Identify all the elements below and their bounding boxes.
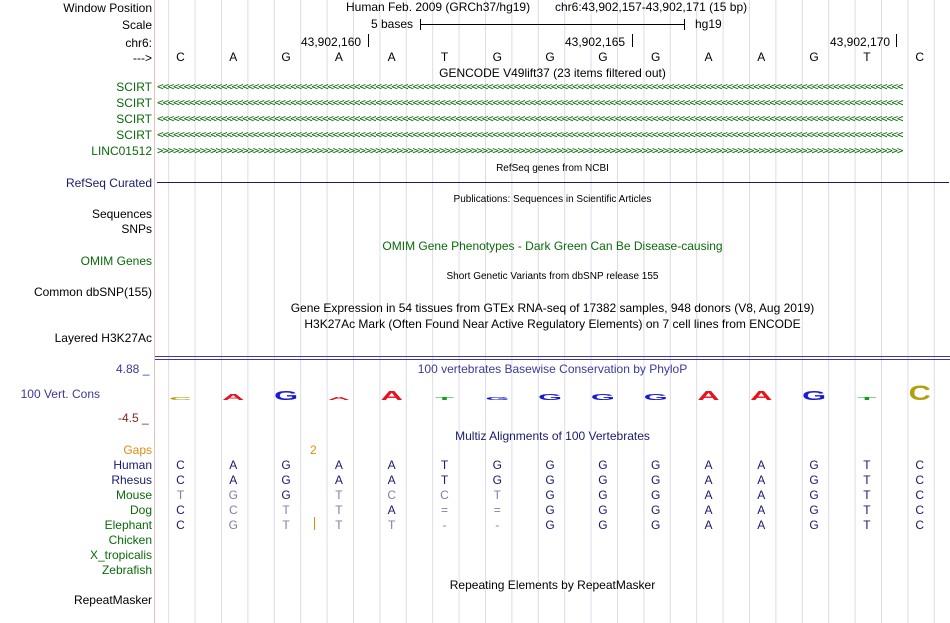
aligned-base: T [335, 488, 343, 502]
species-label[interactable]: Zebrafish [101, 563, 152, 577]
scale-bar [420, 24, 684, 25]
phylop-track-title[interactable]: 100 vertebrates Basewise Conservation by PhyloP [417, 362, 688, 376]
assembly-title: Human Feb. 2009 (GRCh37/hg19) [346, 0, 531, 14]
omim-genes-label[interactable]: OMIM Genes [80, 254, 152, 268]
aligned-base: G [651, 488, 661, 502]
dbsnp-label[interactable]: Common dbSNP(155) [33, 285, 152, 299]
coord-tick-label: 43,902,165 [565, 35, 626, 49]
aligned-base: G [545, 518, 555, 532]
h3k27ac-track-title[interactable]: H3K27Ac Mark (Often Found Near Active Regulatory Elements) on 7 cell lines from ENCODE [304, 317, 801, 331]
logo-letter: A [380, 388, 403, 403]
refseq-curated-label[interactable]: RefSeq Curated [65, 176, 152, 190]
aligned-base: G [492, 458, 502, 472]
scale-bar-right-tick [684, 19, 685, 30]
aligned-base: C [176, 458, 185, 472]
aligned-base: C [228, 503, 238, 517]
species-label[interactable]: Mouse [115, 488, 152, 502]
aligned-base: G [228, 488, 238, 502]
gtex-track-title[interactable]: Gene Expression in 54 tissues from GTEx RNA-seq of 17382 samples, 948 donors (V8, Aug 2019) [290, 301, 815, 315]
phylop-separator [155, 356, 950, 357]
logo-letter: C [169, 396, 192, 401]
dbsnp-track-title[interactable]: Short Genetic Variants from dbSNP release 155 [446, 271, 659, 282]
gaps-label[interactable]: Gaps [123, 443, 152, 457]
snps-label[interactable]: SNPs [121, 222, 152, 236]
aligned-base: G [281, 458, 291, 472]
aligned-base: T [440, 473, 449, 487]
logo-letter: G [643, 392, 668, 402]
refseq-feature-line[interactable] [157, 182, 949, 183]
reference-base: T [440, 50, 449, 64]
aligned-base: G [651, 473, 661, 487]
logo-letter: T [857, 396, 877, 401]
reference-base: A [704, 50, 713, 64]
aligned-base: T [863, 503, 871, 517]
aligned-base: - [442, 518, 447, 532]
logo-letter: A [697, 388, 720, 403]
reference-base: A [757, 50, 766, 64]
aligned-base: C [176, 503, 185, 517]
phylop-separator [155, 359, 950, 360]
coord-tick-label: 43,902,160 [301, 35, 362, 49]
position-readout: chr6:43,902,157-43,902,171 (15 bp) [555, 0, 748, 14]
coord-tick-label: 43,902,170 [830, 35, 891, 49]
aligned-base: T [176, 488, 185, 502]
aligned-base: A [704, 503, 713, 517]
aligned-base: A [757, 518, 766, 532]
aligned-base: A [704, 488, 713, 502]
logo-letter: T [435, 396, 454, 401]
aligned-base: G [809, 458, 819, 472]
aligned-base: C [915, 458, 925, 472]
gene-label-scirt[interactable]: SCIRT [116, 96, 152, 110]
aligned-base: C [387, 488, 397, 502]
logo-letter: C [908, 380, 931, 405]
aligned-base: T [335, 503, 343, 517]
logo-letter: G [538, 392, 563, 402]
phylop-track-label[interactable]: 100 Vert. Cons [20, 387, 100, 401]
aligned-base: A [229, 473, 238, 487]
aligned-base: A [704, 473, 713, 487]
reference-base: C [176, 50, 185, 64]
scale-bar-left-tick [420, 19, 421, 30]
reference-base: G [651, 50, 661, 64]
reference-base: A [334, 50, 343, 64]
omim-track-title[interactable]: OMIM Gene Phenotypes - Dark Green Can Be Disease-causing [382, 239, 723, 253]
aligned-base: G [809, 503, 819, 517]
aligned-base: G [228, 518, 238, 532]
aligned-base: G [545, 503, 555, 517]
aligned-base: G [651, 458, 661, 472]
aligned-base: A [757, 488, 766, 502]
logo-letter: A [750, 388, 773, 403]
aligned-base: G [809, 488, 819, 502]
aligned-base: C [440, 488, 449, 502]
gene-feature-scirt[interactable]: <<<<<<<<<<<<<<<<<<<<<<<<<<<<<<<<<<<<<<<<<<<<<<<<<<<<<<<<<<<<<<<<<<<<<<<<<<<<<<<<<<<<<<<<<<<<<<<<<<<<<<<<<<<<<<<<<<<<<<<<<<<<<<<<<<<<<<<<<<<< [157, 128, 903, 141]
coord-tick [632, 34, 633, 47]
publications-track-title[interactable]: Publications: Sequences in Scientific Articles [453, 194, 652, 205]
reference-base: T [863, 50, 871, 64]
aligned-base: A [757, 473, 766, 487]
aligned-base: T [282, 503, 290, 517]
scale-bar-text: 5 bases [371, 17, 414, 31]
gene-label-scirt[interactable]: SCIRT [116, 80, 152, 94]
phylop-max-label: 4.88 _ [116, 362, 150, 376]
aligned-base: G [598, 503, 608, 517]
gene-feature-scirt[interactable]: <<<<<<<<<<<<<<<<<<<<<<<<<<<<<<<<<<<<<<<<<<<<<<<<<<<<<<<<<<<<<<<<<<<<<<<<<<<<<<<<<<<<<<<<<<<<<<<<<<<<<<<<<<<<<<<<<<<<<<<<<<<<<<<<<<<<<<<<<<<< [157, 112, 903, 125]
gene-feature-linc01512[interactable]: >>>>>>>>>>>>>>>>>>>>>>>>>>>>>>>>>>>>>>>>>>>>>>>>>>>>>>>>>>>>>>>>>>>>>>>>>>>>>>>>>>>>>>>>>>>>>>>>>>>>>>>>>>>>>>>>>>>>>>>>>>>>>>>>>>>>>>>>>>>> [157, 144, 903, 157]
aligned-base: G [545, 458, 555, 472]
aligned-base: = [440, 503, 448, 517]
species-label[interactable]: Human [113, 458, 152, 472]
aligned-base: G [651, 518, 661, 532]
logo-letter: G [802, 388, 827, 403]
species-label[interactable]: X_tropicalis [89, 548, 152, 562]
coord-tick [896, 34, 897, 47]
logo-letter: G [590, 392, 615, 402]
aligned-base: T [863, 518, 871, 532]
reference-base: G [809, 50, 819, 64]
aligned-base: T [493, 488, 501, 502]
reference-base: G [598, 50, 608, 64]
aligned-base: C [176, 473, 185, 487]
gene-label-scirt[interactable]: SCIRT [116, 128, 152, 142]
aligned-base: C [915, 473, 925, 487]
reference-base: G [281, 50, 291, 64]
aligned-base: G [598, 458, 608, 472]
aligned-base: G [281, 473, 291, 487]
aligned-base: A [387, 458, 396, 472]
gencode-track-title[interactable]: GENCODE V49lift37 (23 items filtered out) [439, 66, 666, 80]
phylop-min-label: -4.5 _ [118, 411, 149, 425]
aligned-base: A [757, 458, 766, 472]
aligned-base: G [545, 473, 555, 487]
aligned-base: C [915, 503, 925, 517]
coord-tick [368, 34, 369, 47]
gene-label-scirt[interactable]: SCIRT [116, 112, 152, 126]
aligned-base: A [757, 503, 766, 517]
aligned-base: A [334, 473, 343, 487]
sequences-label[interactable]: Sequences [91, 207, 152, 221]
aligned-base: G [809, 473, 819, 487]
logo-letter: A [327, 396, 351, 401]
aligned-base: T [335, 518, 343, 532]
species-label[interactable]: Elephant [104, 518, 152, 532]
scale-label: Scale [121, 18, 152, 32]
aligned-base: G [492, 473, 502, 487]
aligned-base: T [863, 488, 871, 502]
reference-base: A [387, 50, 396, 64]
logo-letter: G [485, 396, 510, 401]
logo-letter: G [274, 388, 299, 403]
db-label: hg19 [695, 17, 722, 31]
species-label[interactable]: Dog [129, 503, 152, 517]
aligned-base: A [387, 503, 396, 517]
aligned-base: T [388, 518, 396, 532]
aligned-base: T [863, 458, 871, 472]
window-position-label: Window Position [63, 1, 152, 15]
refseq-track-title[interactable]: RefSeq genes from NCBI [496, 163, 609, 174]
species-label[interactable]: Chicken [108, 533, 152, 547]
species-label[interactable]: Rhesus [111, 473, 152, 487]
aligned-base: C [176, 518, 185, 532]
logo-letter: A [222, 392, 245, 402]
aligned-base: C [915, 488, 925, 502]
gene-label-linc01512[interactable]: LINC01512 [91, 144, 152, 158]
reference-base: G [492, 50, 502, 64]
aligned-base: - [495, 518, 500, 532]
aligned-base: G [281, 488, 291, 502]
repeatmasker-label[interactable]: RepeatMasker [73, 593, 152, 607]
aligned-base: G [651, 503, 661, 517]
aligned-base: A [387, 473, 396, 487]
aligned-base: G [598, 518, 608, 532]
aligned-base: A [704, 458, 713, 472]
multiz-track-title[interactable]: Multiz Alignments of 100 Vertebrates [455, 429, 650, 443]
aligned-base: A [334, 458, 343, 472]
aligned-base: T [863, 473, 871, 487]
reference-base: A [229, 50, 238, 64]
reference-base: C [915, 50, 925, 64]
repeatmasker-track-title[interactable]: Repeating Elements by RepeatMasker [449, 578, 656, 592]
aligned-base: C [915, 518, 925, 532]
gap-count: 2 [310, 443, 317, 457]
aligned-base: G [598, 473, 608, 487]
aligned-base: G [809, 518, 819, 532]
chromosome-label: chr6: [125, 36, 152, 50]
aligned-base: G [598, 488, 608, 502]
aligned-base: = [493, 503, 501, 517]
aligned-base: G [545, 488, 555, 502]
aligned-base: T [440, 458, 449, 472]
aligned-base: T [282, 518, 290, 532]
strand-label: ---> [133, 51, 152, 65]
reference-base: G [545, 50, 555, 64]
phylop-conservation-logo[interactable] [155, 378, 950, 418]
gap-insertion-marker [314, 517, 315, 530]
h3k27ac-label[interactable]: Layered H3K27Ac [54, 331, 152, 345]
aligned-base: A [704, 518, 713, 532]
gene-feature-scirt[interactable]: <<<<<<<<<<<<<<<<<<<<<<<<<<<<<<<<<<<<<<<<<<<<<<<<<<<<<<<<<<<<<<<<<<<<<<<<<<<<<<<<<<<<<<<<<<<<<<<<<<<<<<<<<<<<<<<<<<<<<<<<<<<<<<<<<<<<<<<<<<<< [157, 80, 903, 93]
aligned-base: A [229, 458, 238, 472]
gene-feature-scirt[interactable]: <<<<<<<<<<<<<<<<<<<<<<<<<<<<<<<<<<<<<<<<<<<<<<<<<<<<<<<<<<<<<<<<<<<<<<<<<<<<<<<<<<<<<<<<<<<<<<<<<<<<<<<<<<<<<<<<<<<<<<<<<<<<<<<<<<<<<<<<<<<< [157, 96, 903, 109]
